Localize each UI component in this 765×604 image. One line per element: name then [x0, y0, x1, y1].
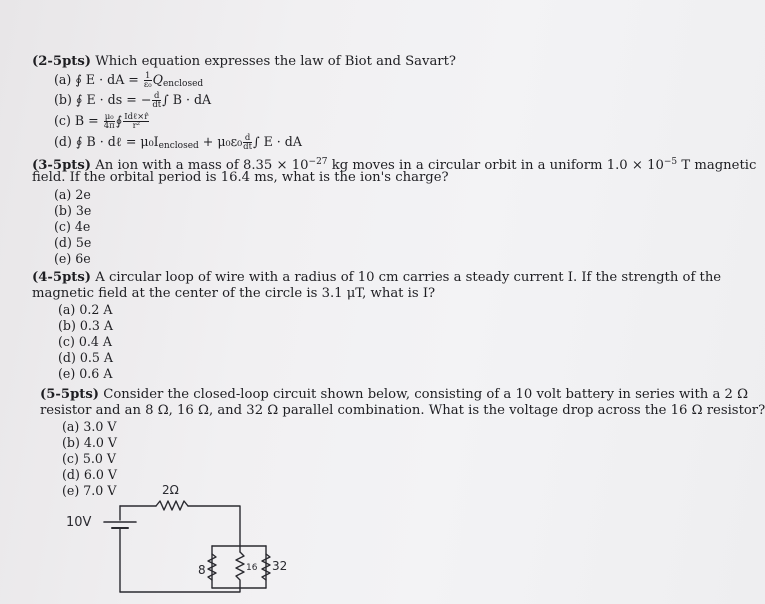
fraction: $\frac{d}{dt}$ — [243, 133, 253, 152]
q3-option-e[interactable]: (e) 6e — [54, 251, 91, 266]
q4-option-e[interactable]: (e) 0.6 A — [58, 366, 113, 381]
q2-text: Which equation expresses the law of Biot and Savart? — [91, 54, 456, 69]
q5-stem-line1: (5-5pts) Consider the closed-loop circuit shown below, consisting of a 10 volt battery in series with a 2 Ω — [40, 387, 749, 402]
q4-points: (4-5pts) — [32, 270, 92, 285]
q4-option-a[interactable]: (a) 0.2 A — [58, 302, 113, 317]
q3-option-c[interactable]: (c) 4e — [54, 219, 91, 234]
q2-points: (2-5pts) — [32, 54, 92, 69]
q4-stem-line2: magnetic field at the center of the circle is 3.1 μT, what is I? — [32, 286, 436, 301]
q5-option-b[interactable]: (b) 4.0 V — [62, 435, 118, 450]
q3-option-b[interactable]: (b) 3e — [54, 203, 92, 218]
q5-option-a[interactable]: (a) 3.0 V — [62, 419, 117, 434]
q4-option-d[interactable]: (d) 0.5 A — [58, 350, 114, 365]
q3-option-d[interactable]: (d) 5e — [54, 235, 92, 250]
q4-stem-line1: (4-5pts) A circular loop of wire with a radius of 10 cm carries a steady current I. If the strength of the — [32, 270, 722, 285]
q4-option-b[interactable]: (b) 0.3 A — [58, 318, 114, 333]
q5-points: (5-5pts) — [40, 387, 100, 402]
q2-option-a[interactable]: (a) ∮ E · dA = $\frac{1}{\text{ε₀}}$ $Q_{enclosed}$ — [54, 71, 204, 90]
resistor-16-label: 16 — [246, 563, 258, 573]
q3-stem-line2: field. If the orbital period is 16.4 ms, what is the ion's charge? — [32, 170, 449, 185]
resistor-32-label: 32 — [272, 559, 288, 573]
q5-option-d[interactable]: (d) 6.0 V — [62, 467, 118, 482]
q2-stem — [32, 54, 456, 70]
q2-option-d[interactable]: (d) ∮ B · dℓ = $\mu_0I_{enclosed} + \mu_0\varepsilon_0$ $\frac{d}{dt}$ ∫ E · dA — [54, 133, 302, 152]
fraction: $\frac{\text{μ₀}}{4\pi}$ — [103, 112, 115, 131]
q3-option-a[interactable]: (a) 2e — [54, 187, 91, 202]
q3-points: (3-5pts) — [32, 158, 92, 173]
series-resistor — [156, 501, 188, 510]
q5-stem-line2: resistor and an 8 Ω, 16 Ω, and 32 Ω parallel combination. What is the voltage drop across the 16 Ω resistor? — [40, 403, 765, 418]
battery-label: 10V — [66, 515, 92, 530]
resistor-16 — [236, 552, 244, 588]
q4-option-c[interactable]: (c) 0.4 A — [58, 334, 113, 349]
q3-stem-line1: (3-5pts) An ion with a mass of $8.35 \times 10^{-27}$ kg moves in a circular orbit in a uniform $1.0 \times 10^{-5}$ T magnetic — [32, 157, 757, 173]
q5-option-c[interactable]: (c) 5.0 V — [62, 451, 117, 466]
q5-option-e[interactable]: (e) 7.0 V — [62, 483, 117, 498]
wire — [188, 506, 240, 546]
fraction: $\frac{\text{Idℓ×r̂}}{\text{r²}}$ — [124, 112, 149, 131]
q2-option-c[interactable]: (c) B = $\frac{\text{μ₀}}{4\pi}$ ∮ $\frac{\text{Idℓ×r̂}}{\text{r²}}$ — [54, 112, 149, 131]
fraction: $\frac{d}{dt}$ — [152, 91, 162, 110]
fraction: $\frac{1}{\text{ε₀}}$ — [143, 71, 152, 90]
resistor-8-label: 8 — [198, 563, 206, 577]
q2-option-b[interactable]: (b) ∮ E · ds = − $\frac{d}{dt}$ ∫ B · dA — [54, 91, 212, 110]
circuit-diagram — [60, 482, 360, 597]
series-resistor-label: 2Ω — [162, 483, 179, 497]
